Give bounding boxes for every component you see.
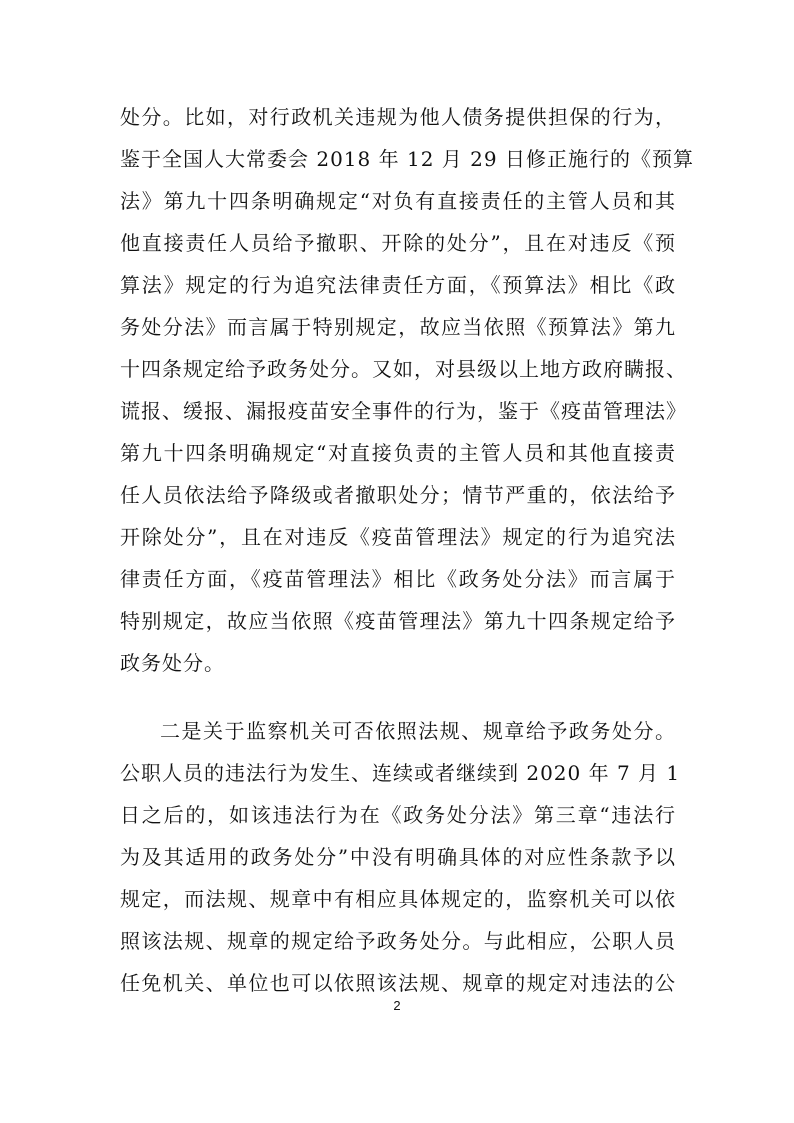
paragraph-line: 第九十四条明确规定“对直接负责的主管人员和其他直接责 bbox=[120, 441, 676, 465]
paragraph-line: 开除处分”，且在对违反《疫苗管理法》规定的行为追究法 bbox=[120, 525, 676, 549]
document-body bbox=[120, 96, 694, 1004]
paragraph-line: 任免机关、单位也可以依照该法规、规章的规定对违法的公 bbox=[120, 971, 676, 995]
paragraph-line: 公职人员的违法行为发生、连续或者继续到 2020 年 7 月 1 bbox=[120, 761, 681, 785]
paragraph-line: 法》第九十四条明确规定“对负有直接责任的主管人员和其 bbox=[120, 189, 676, 213]
paragraph-line: 为及其适用的政务处分”中没有明确具体的对应性条款予以 bbox=[120, 845, 676, 869]
paragraph-line: 他直接责任人员给予撤职、开除的处分”，且在对违反《预 bbox=[120, 231, 676, 255]
paragraph-line: 照该法规、规章的规定给予政务处分。与此相应，公职人员 bbox=[120, 929, 676, 953]
paragraph-line: 二是关于监察机关可否依照法规、规章给予政务处分。 bbox=[160, 719, 676, 743]
paragraph-spacer bbox=[120, 684, 676, 710]
paragraph-line: 日之后的，如该违法行为在《政务处分法》第三章“违法行 bbox=[120, 803, 676, 827]
paragraph-line: 算法》规定的行为追究法律责任方面，《预算法》相比《政 bbox=[120, 273, 676, 297]
paragraph-line: 规定，而法规、规章中有相应具体规定的，监察机关可以依 bbox=[120, 887, 676, 911]
paragraph-line: 处分。比如，对行政机关违规为他人债务提供担保的行为， bbox=[120, 105, 676, 129]
paragraph-1 bbox=[120, 96, 694, 684]
paragraph-line: 务处分法》而言属于特别规定，故应当依照《预算法》第九 bbox=[120, 315, 676, 339]
paragraph-line: 特别规定，故应当依照《疫苗管理法》第九十四条规定给予 bbox=[120, 609, 676, 633]
page-number: 2 bbox=[393, 998, 401, 1013]
paragraph-line: 谎报、缓报、漏报疫苗安全事件的行为，鉴于《疫苗管理法》 bbox=[120, 399, 687, 423]
paragraph-line: 律责任方面，《疫苗管理法》相比《政务处分法》而言属于 bbox=[120, 567, 676, 591]
paragraph-line: 任人员依法给予降级或者撤职处分；情节严重的，依法给予 bbox=[120, 483, 676, 507]
paragraph-line: 鉴于全国人大常委会 2018 年 12 月 29 日修正施行的《预算 bbox=[120, 147, 694, 171]
paragraph-2 bbox=[120, 710, 681, 1004]
paragraph-line: 政务处分。 bbox=[120, 651, 225, 675]
paragraph-line: 十四条规定给予政务处分。又如，对县级以上地方政府瞒报、 bbox=[120, 357, 687, 381]
